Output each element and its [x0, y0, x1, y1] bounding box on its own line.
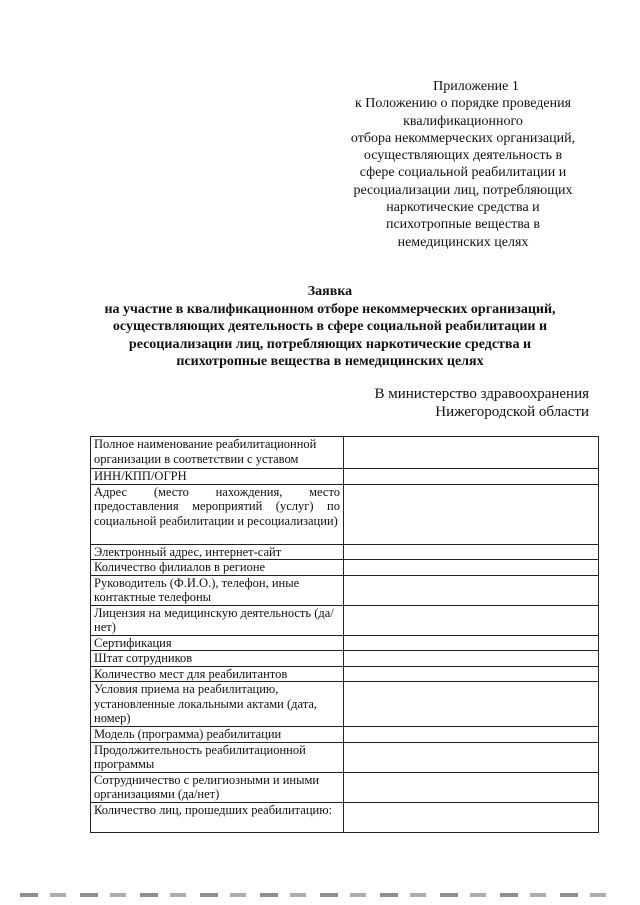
annex-line: к Положению о порядке проведения [354, 96, 572, 112]
application-title-block [70, 283, 590, 371]
row-value-field[interactable] [344, 772, 599, 802]
row-label: Количество филиалов в регионе [91, 560, 344, 576]
annex-line: осуществляющих деятельность в [363, 148, 563, 164]
addressee-line: Нижегородской области [435, 404, 589, 420]
row-value-field[interactable] [344, 469, 599, 485]
row-label: Электронный адрес, интернет-сайт [91, 544, 344, 560]
row-label: Штат сотрудников [91, 651, 344, 667]
table-row [91, 605, 599, 635]
row-label: ИНН/КПП/ОГРН [91, 469, 344, 485]
table-row [91, 651, 599, 667]
annex-line: отбора некоммерческих организаций, [350, 130, 576, 146]
application-heading: Заявка [307, 284, 353, 299]
row-value-field[interactable] [344, 437, 599, 469]
row-label: Количество лиц, прошедших реабилитацию: [91, 802, 344, 832]
application-subtitle-line: на участие в квалификационном отборе некоммерческих организаций, [104, 301, 556, 317]
addressee-line: В министерство здравоохранения [374, 386, 589, 402]
annex-title: Приложение 1 [433, 79, 519, 94]
annex-reference-block [330, 78, 596, 251]
application-form-table [90, 436, 599, 833]
application-subtitle-line: осуществляющих деятельность в сфере социальной реабилитации и [112, 319, 548, 334]
table-row [91, 682, 599, 727]
annex-line: сфере социальной реабилитации и [359, 165, 567, 181]
addressee-block [330, 385, 589, 421]
application-subtitle-line: психотропные вещества в немедицинских целях [176, 354, 484, 369]
row-label: Сотрудничество с религиозными и иными организациями (да/нет) [91, 772, 344, 802]
annex-line: немедицинских целях [397, 234, 529, 250]
table-row [91, 469, 599, 485]
row-value-field[interactable] [344, 651, 599, 667]
table-row [91, 742, 599, 772]
row-label: Адрес (место нахождения, место предоставления мероприятий (услуг) по социальной реабилитации и ресоциализации) [91, 484, 344, 544]
annex-line: ресоциализации лиц, потребляющих [353, 182, 573, 198]
table-row [91, 666, 599, 682]
row-value-field[interactable] [344, 742, 599, 772]
row-label: Продолжительность реабилитационной программы [91, 742, 344, 772]
row-label: Количество мест для реабилитантов [91, 666, 344, 682]
row-value-field[interactable] [344, 605, 599, 635]
table-row [91, 802, 599, 832]
annex-line: наркотические средства и [386, 200, 540, 216]
row-label: Условия приема на реабилитацию, установленные локальными актами (дата, номер) [91, 682, 344, 727]
row-value-field[interactable] [344, 802, 599, 832]
table-row [91, 772, 599, 802]
row-value-field[interactable] [344, 727, 599, 743]
table-row [91, 635, 599, 651]
table-row [91, 727, 599, 743]
scan-edge-artifact [20, 893, 620, 897]
row-label: Полное наименование реабилитационной организации в соответствии с уставом [91, 437, 344, 469]
annex-line: психотропные вещества в [385, 217, 541, 233]
row-label: Лицензия на медицинскую деятельность (да/нет) [91, 605, 344, 635]
row-value-field[interactable] [344, 575, 599, 605]
annex-line: квалификационного [403, 113, 523, 129]
table-row [91, 560, 599, 576]
row-label: Модель (программа) реабилитации [91, 727, 344, 743]
table-row [91, 544, 599, 560]
application-subtitle-line: ресоциализации лиц, потребляющих наркотические средства и [128, 336, 532, 352]
row-value-field[interactable] [344, 560, 599, 576]
table-row [91, 484, 599, 544]
row-value-field[interactable] [344, 484, 599, 544]
row-label: Руководитель (Ф.И.О.), телефон, иные контактные телефоны [91, 575, 344, 605]
row-value-field[interactable] [344, 682, 599, 727]
table-row [91, 437, 599, 469]
row-value-field[interactable] [344, 635, 599, 651]
row-value-field[interactable] [344, 544, 599, 560]
table-row [91, 575, 599, 605]
row-value-field[interactable] [344, 666, 599, 682]
row-label: Сертификация [91, 635, 344, 651]
